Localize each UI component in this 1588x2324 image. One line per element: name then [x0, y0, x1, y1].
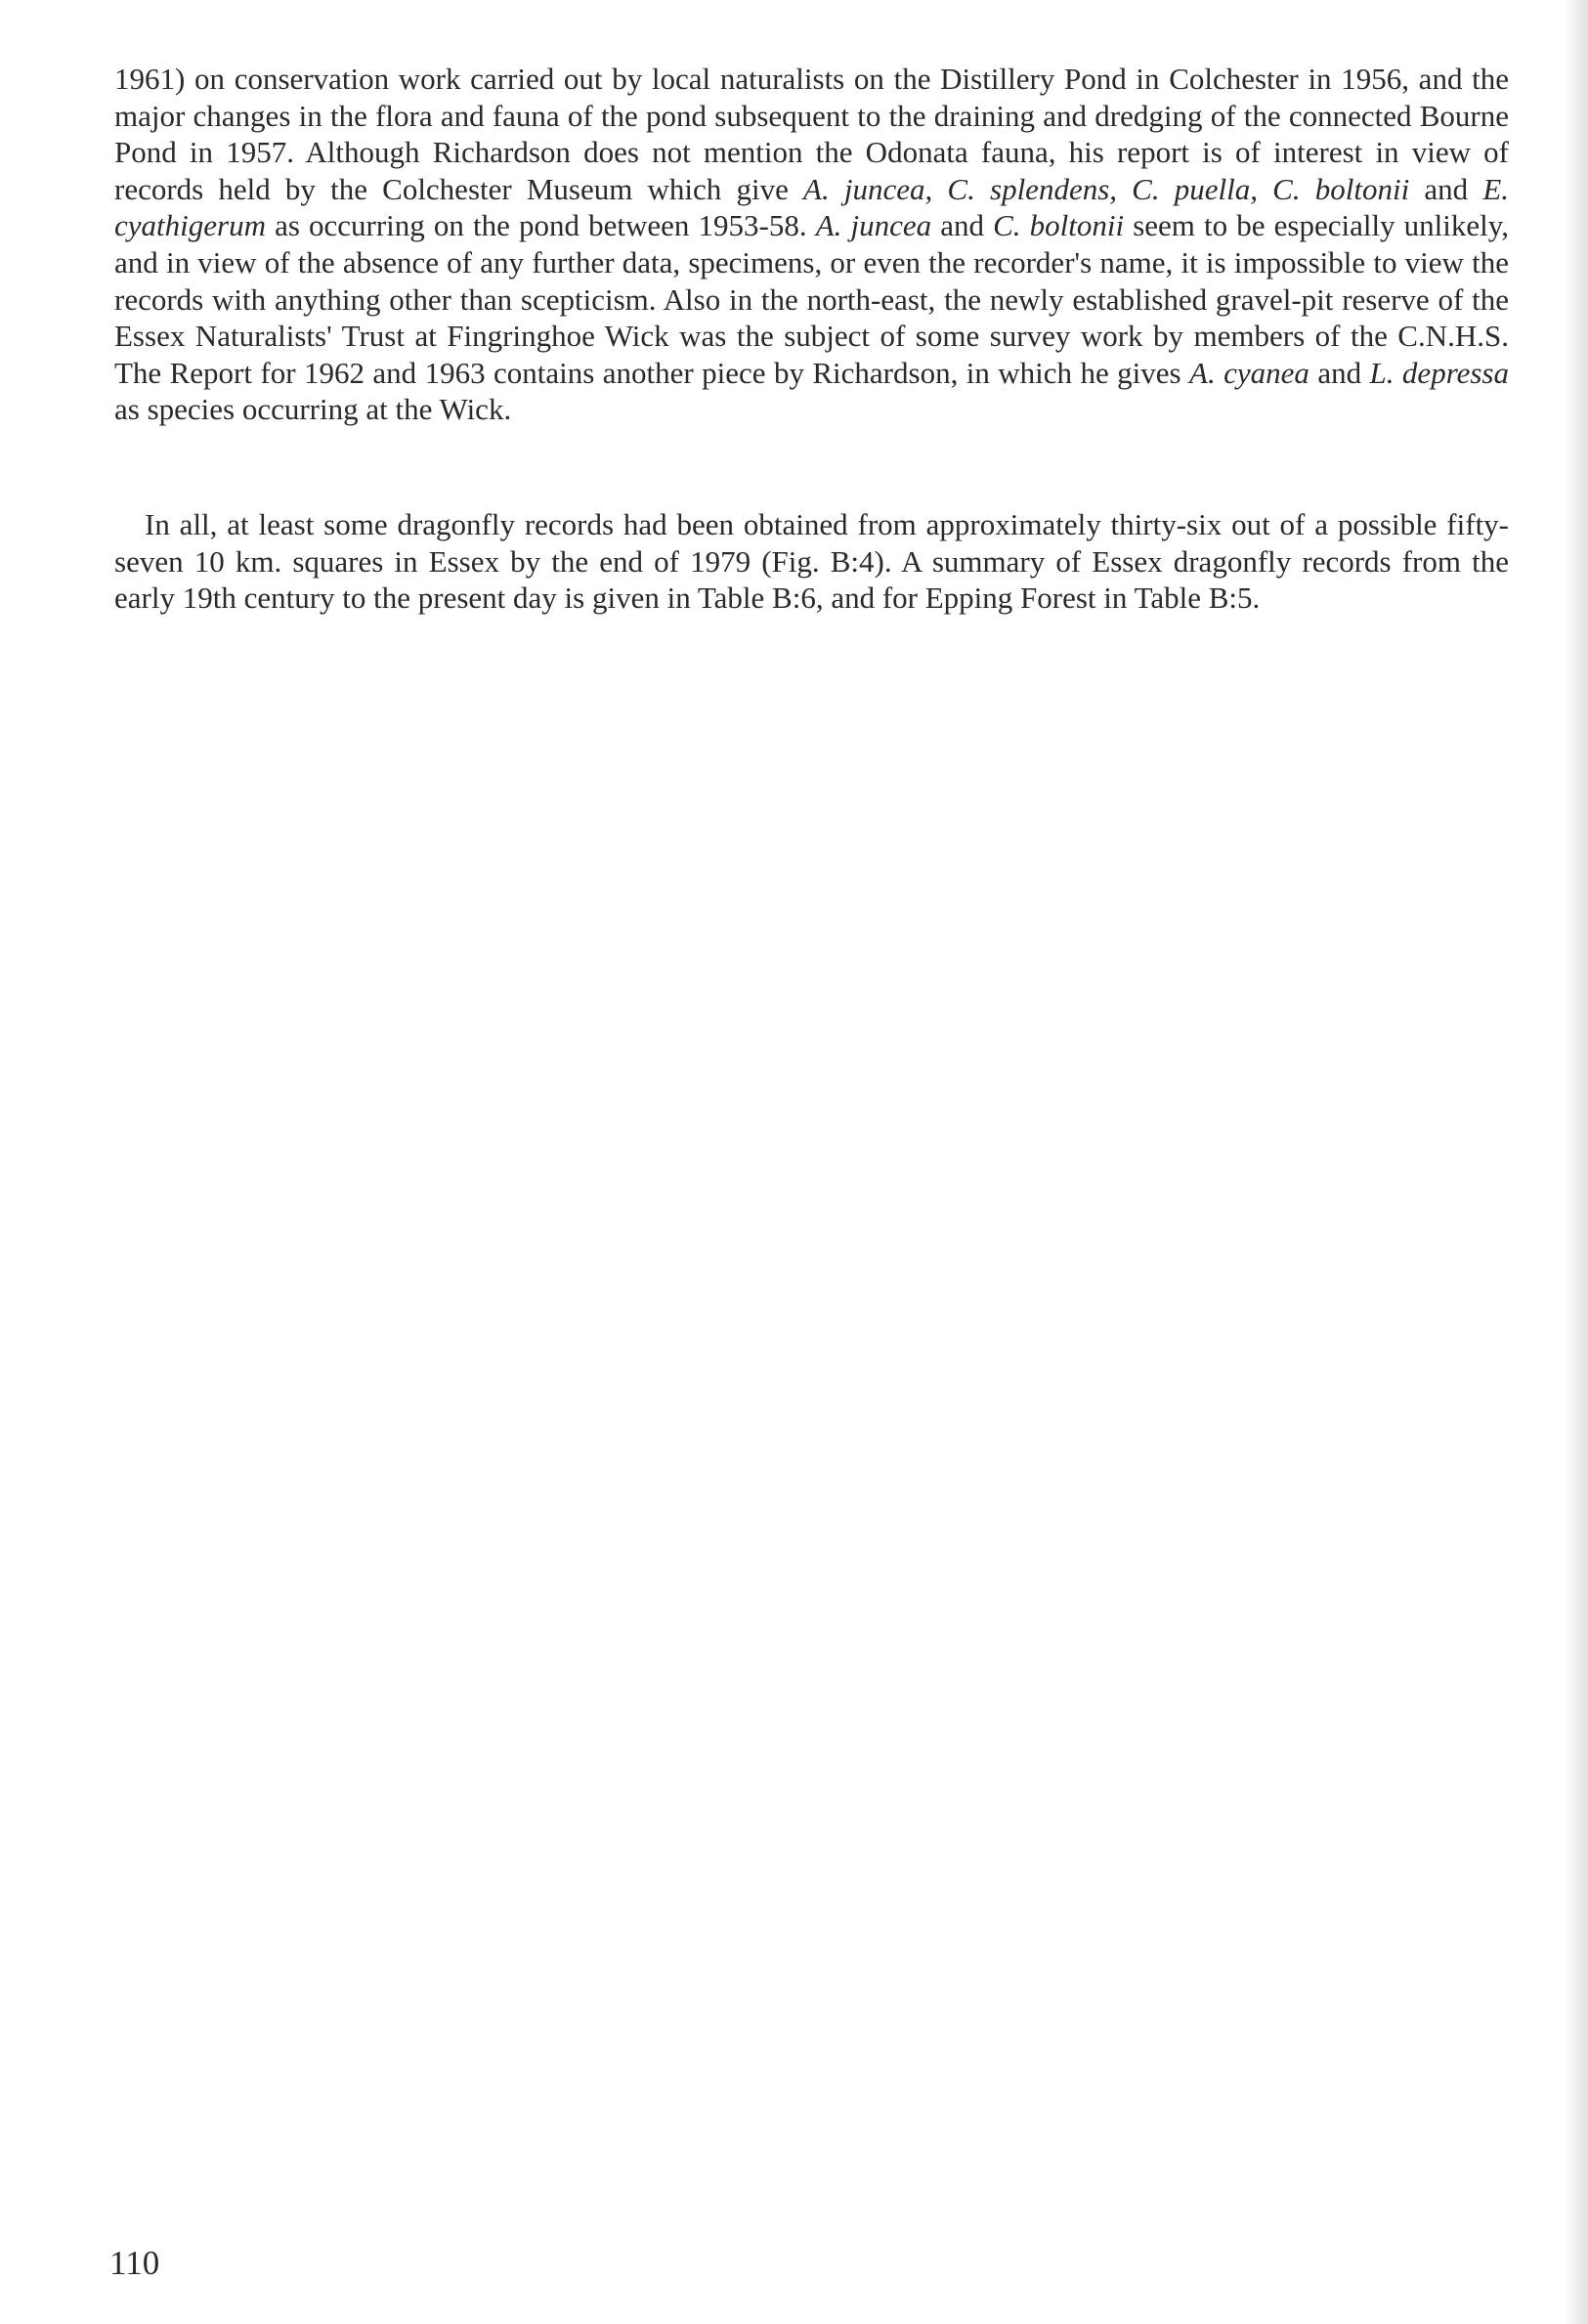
paragraph-1-species-italic: A. juncea — [815, 208, 932, 243]
paragraph-1-species-italic: E. cyathigerum — [114, 171, 1510, 243]
paragraph-1-species-italic: L. depressa — [1369, 355, 1509, 390]
paragraph-1 — [114, 61, 1509, 428]
paragraph-1-segment: as species occurring at the Wick. — [114, 392, 512, 427]
paragraph-1-species-italic: A. cyanea — [1189, 355, 1309, 390]
paragraph-1-species-italic: C. boltonii — [993, 208, 1125, 243]
paragraph-1-segment: 1961) on conservation work carried out by local naturalists on the Distillery Pond in Colchester in 1956, and the major changes in the flora and fauna of the pond subsequent to the draining and dredging of the connected Bourne Pond in 1957. Although Richardson does not mention the Odonata fauna, his report is of interest in view of records held by the Colchester Museum which give — [114, 62, 1509, 206]
paragraph-1-segment: seem to be especially unlikely, and in view of the absence of any further data, specimens, or even the recorder's name, it is impossible to view the records with anything other than scepticism. Also in the north-east, the newly established gravel-pit reserve of the Essex Naturalists' Trust at Fingringhoe Wick was the subject of some survey work by members of the C.N.H.S. The Report for 1962 and 1963 contains another piece by Richardson, in which he gives — [114, 208, 1510, 390]
paragraph-1-segment: and — [1309, 355, 1370, 390]
paragraph-2 — [114, 506, 1509, 617]
paragraph-1-segment: and — [931, 208, 994, 243]
paragraph-1-segment: and — [1409, 171, 1483, 206]
page-number: 110 — [109, 2244, 160, 2282]
paragraph-1-species-italic: A. juncea, C. splendens, C. puella, C. boltonii — [803, 171, 1410, 206]
paragraph-2-segment: In all, at least some dragonfly records had been obtained from approximately thirty-six out of a possible fifty-seven 10 km. squares in Essex by the end of 1979 (Fig. B:4). A summary of Essex dragonfly records from the early 19th century to the present day is given in Table B:6, and for Epping Forest in Table B:5. — [114, 507, 1509, 616]
page-edge-shadow — [1565, 0, 1588, 2324]
paragraph-1-segment: as occurring on the pond between 1953-58. — [265, 208, 816, 243]
